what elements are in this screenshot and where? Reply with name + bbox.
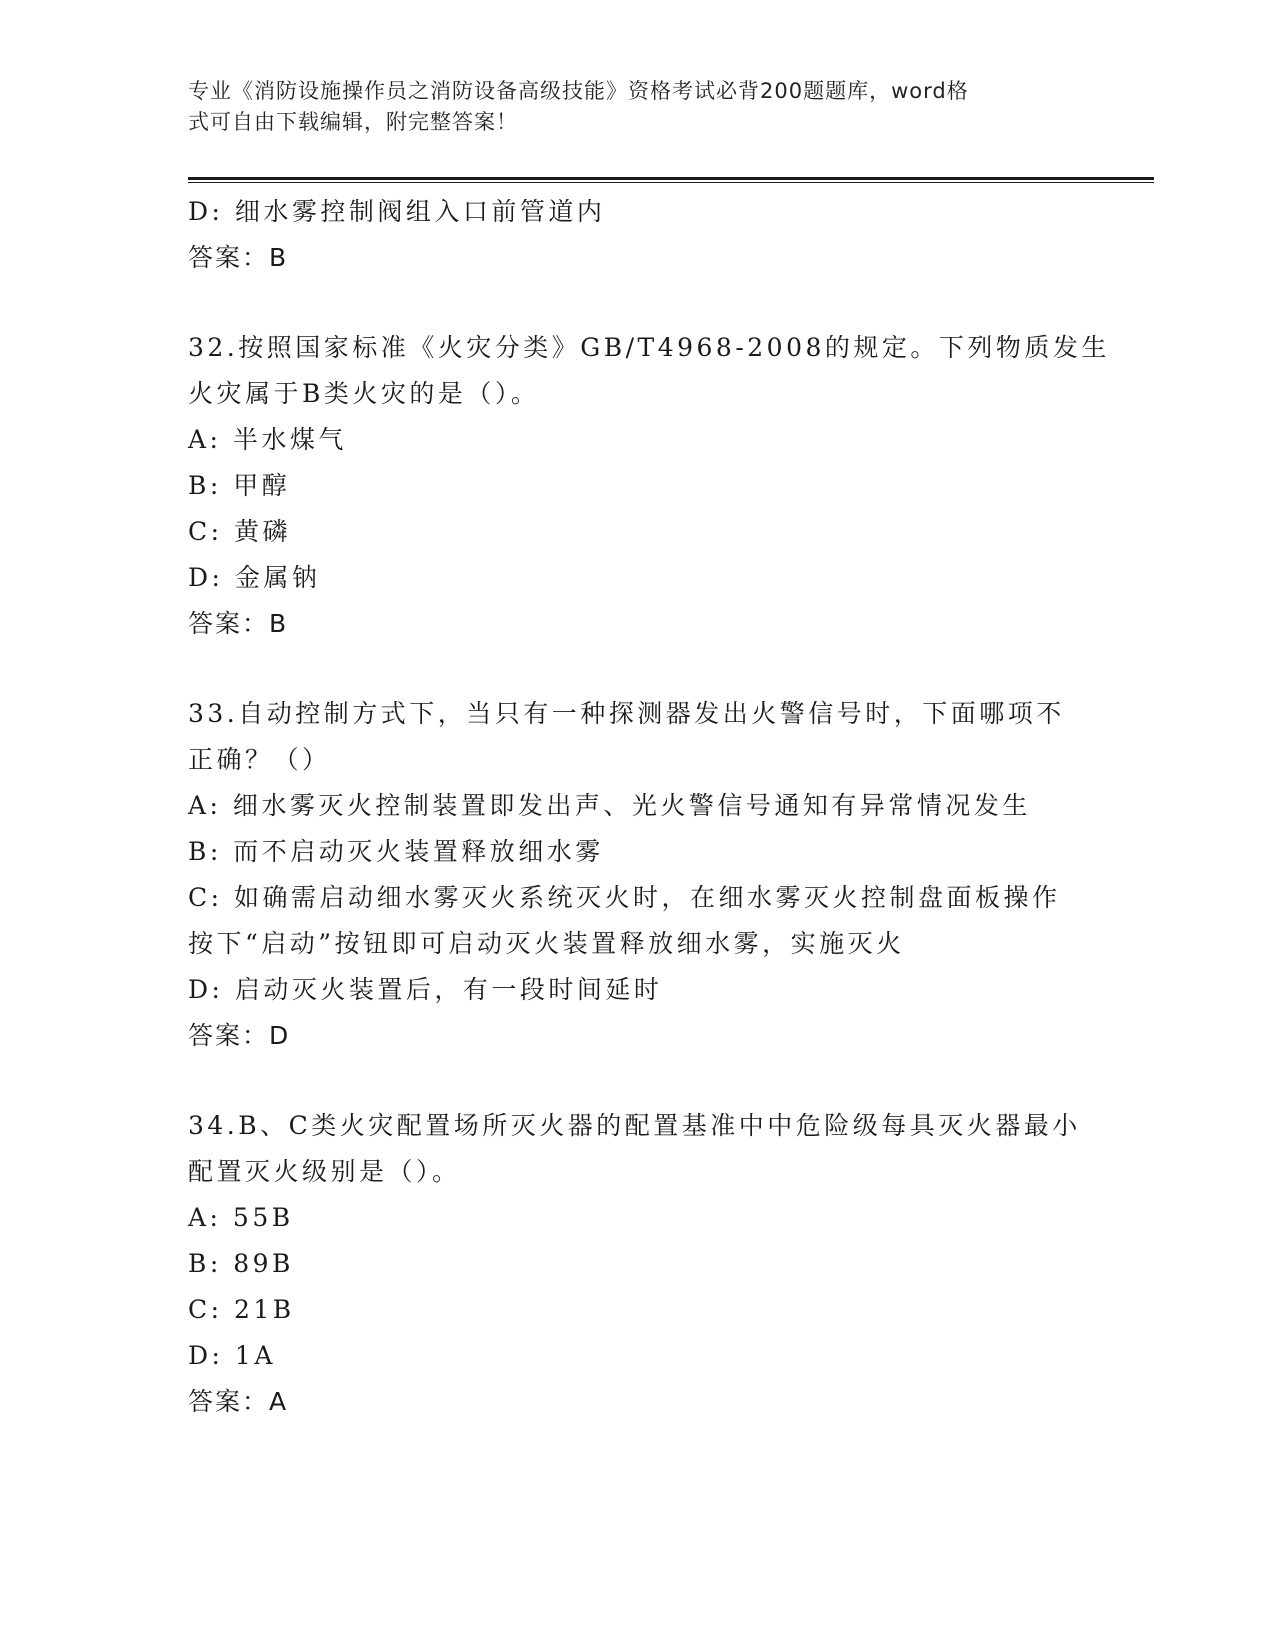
question-stem-line: 32.按照国家标准《火灾分类》GB/T4968-2008的规定。下列物质发生 [188,333,1110,362]
question-stem-line: 33.自动控制方式下，当只有一种探测器发出火警信号时，下面哪项不 [188,699,1065,728]
answer: 答案：A [188,1387,289,1416]
header-line-1: 专业《消防设施操作员之消防设备高级技能》资格考试必背200题题库，word格 [188,79,969,103]
question-32 [188,325,1110,647]
question-34 [188,1103,1088,1425]
option-d: D: 金属钠 [188,563,321,592]
question-33 [188,691,1088,1059]
spacer [188,1059,1088,1103]
option-b: B: 89B [188,1249,294,1278]
document-header [188,76,1068,138]
option-c-continued: 按下“启动”按钮即可启动灭火装置释放细水雾，实施灭火 [188,929,905,958]
question-stem-line: 配置灭火级别是（）。 [188,1157,461,1186]
option-a: A: 半水煤气 [188,425,347,454]
option-d: D: 启动灭火装置后，有一段时间延时 [188,975,663,1004]
header-line-2: 式可自由下载编辑，附完整答案！ [188,110,518,134]
question-content [188,189,1110,1425]
answer: 答案：D [188,1021,291,1050]
question-stem-line: 正确？（） [188,745,331,774]
question-stem-line: 34.B、C类火灾配置场所灭火器的配置基准中中危险级每具灭火器最小 [188,1111,1081,1140]
option-b: B: 甲醇 [188,471,291,500]
answer: 答案：B [188,609,289,638]
option-d: D: 1A [188,1341,276,1370]
option-b: B: 而不启动灭火装置释放细水雾 [188,837,604,866]
carryover-option-d: D: 细水雾控制阀组入口前管道内 [188,197,606,226]
option-c: C: 如确需启动细水雾灭火系统灭火时，在细水雾灭火控制盘面板操作 [188,883,1061,912]
option-c: C: 21B [188,1295,295,1324]
header-rule-thin [188,182,1154,183]
spacer [188,647,1088,691]
header-rule-thick [188,177,1154,180]
option-a: A: 55B [188,1203,294,1232]
option-c: C: 黄磷 [188,517,291,546]
question-stem-line: 火灾属于B类火灾的是（）。 [188,379,540,408]
carryover-answer: 答案：B [188,243,289,272]
option-a: A: 细水雾灭火控制装置即发出声、光火警信号通知有异常情况发生 [188,791,1031,820]
spacer [188,281,1088,325]
